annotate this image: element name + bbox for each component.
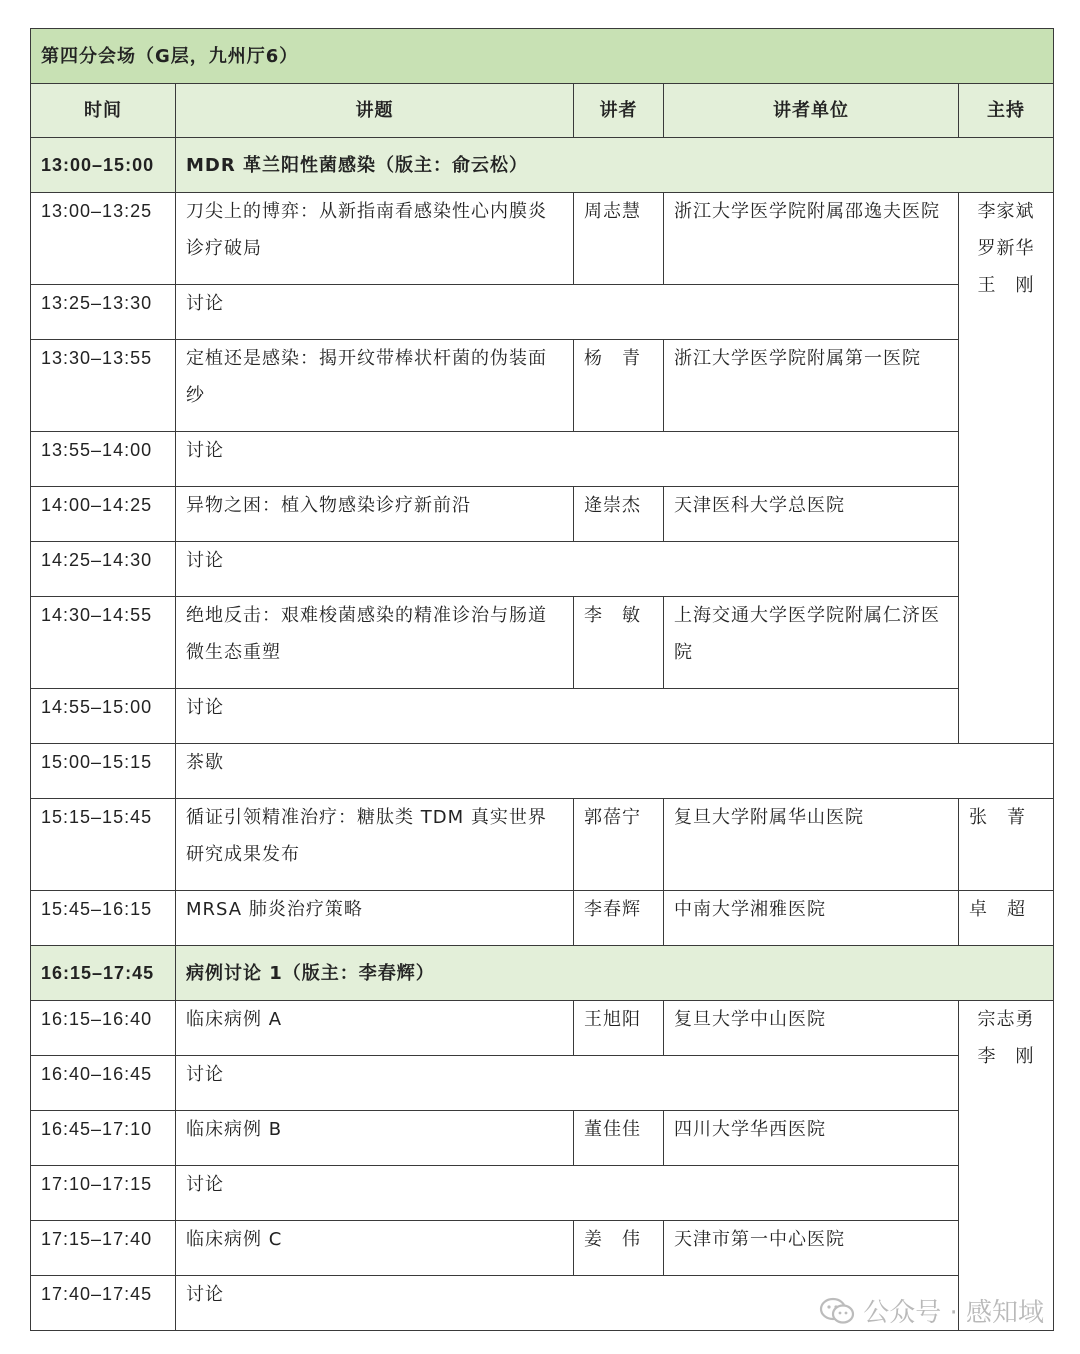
header-row xyxy=(31,84,1054,138)
row-topic: 讨论 xyxy=(176,1056,959,1111)
row-time: 15:00–15:15 xyxy=(31,744,176,799)
row-topic: 讨论 xyxy=(176,689,959,744)
row-speaker: 姜 伟 xyxy=(574,1221,664,1276)
row-unit: 天津市第一中心医院 xyxy=(664,1221,959,1276)
host-name: 李 刚 xyxy=(977,1046,1035,1067)
row-topic: 临床病例 A xyxy=(176,1001,574,1056)
row-unit: 复旦大学附属华山医院 xyxy=(664,799,959,891)
break-row xyxy=(31,744,1054,799)
row-topic: 讨论 xyxy=(176,432,959,487)
section-title: MDR 革兰阳性菌感染（版主：俞云松） xyxy=(176,138,1054,193)
table-row xyxy=(31,1166,1054,1221)
row-topic: 刀尖上的博弈：从新指南看感染性心内膜炎诊疗破局 xyxy=(176,193,574,285)
row-unit: 天津医科大学总医院 xyxy=(664,487,959,542)
row-unit: 浙江大学医学院附属第一医院 xyxy=(664,340,959,432)
row-speaker: 李春辉 xyxy=(574,891,664,946)
row-unit: 四川大学华西医院 xyxy=(664,1111,959,1166)
table-row xyxy=(31,1111,1054,1166)
row-time: 16:15–16:40 xyxy=(31,1001,176,1056)
row-time: 17:10–17:15 xyxy=(31,1166,176,1221)
row-speaker: 李 敏 xyxy=(574,597,664,689)
row-topic: 循证引领精准治疗：糖肽类 TDM 真实世界研究成果发布 xyxy=(176,799,574,891)
row-time: 16:40–16:45 xyxy=(31,1056,176,1111)
row-time: 15:15–15:45 xyxy=(31,799,176,891)
schedule-table xyxy=(30,28,1054,1331)
table-row xyxy=(31,285,1054,340)
row-speaker: 郭蓓宁 xyxy=(574,799,664,891)
venue-title-row xyxy=(31,29,1054,84)
table-row xyxy=(31,689,1054,744)
section-row xyxy=(31,138,1054,193)
table-row xyxy=(31,432,1054,487)
row-topic: 讨论 xyxy=(176,285,959,340)
row-topic: 异物之困：植入物感染诊疗新前沿 xyxy=(176,487,574,542)
row-topic: 茶歇 xyxy=(176,744,1054,799)
header-speaker: 讲者 xyxy=(574,84,664,138)
row-time: 17:40–17:45 xyxy=(31,1276,176,1331)
row-time: 15:45–16:15 xyxy=(31,891,176,946)
row-time: 16:45–17:10 xyxy=(31,1111,176,1166)
row-topic: 讨论 xyxy=(176,542,959,597)
table-row xyxy=(31,340,1054,432)
wechat-icon xyxy=(819,1296,855,1326)
row-topic: 绝地反击：艰难梭菌感染的精准诊治与肠道微生态重塑 xyxy=(176,597,574,689)
table-row xyxy=(31,1221,1054,1276)
row-topic: MRSA 肺炎治疗策略 xyxy=(176,891,574,946)
section-time: 16:15–17:45 xyxy=(31,946,176,1001)
venue-title: 第四分会场（G层，九州厅6） xyxy=(31,29,1054,84)
row-time: 13:00–13:25 xyxy=(31,193,176,285)
row-speaker: 杨 青 xyxy=(574,340,664,432)
row-speaker: 董佳佳 xyxy=(574,1111,664,1166)
host-cell xyxy=(959,193,1054,744)
row-unit: 中南大学湘雅医院 xyxy=(664,891,959,946)
table-row xyxy=(31,1001,1054,1056)
row-topic: 临床病例 B xyxy=(176,1111,574,1166)
table-row xyxy=(31,799,1054,891)
row-topic: 临床病例 C xyxy=(176,1221,574,1276)
table-row xyxy=(31,542,1054,597)
table-row xyxy=(31,1056,1054,1111)
host-name: 王 刚 xyxy=(977,275,1035,296)
host-name: 宗志勇 xyxy=(977,1009,1035,1030)
table-row xyxy=(31,193,1054,285)
row-time: 14:25–14:30 xyxy=(31,542,176,597)
table-row xyxy=(31,487,1054,542)
header-unit: 讲者单位 xyxy=(664,84,959,138)
row-speaker: 周志慧 xyxy=(574,193,664,285)
row-time: 14:00–14:25 xyxy=(31,487,176,542)
row-time: 14:55–15:00 xyxy=(31,689,176,744)
row-unit: 上海交通大学医学院附属仁济医院 xyxy=(664,597,959,689)
host-cell xyxy=(959,1001,1054,1331)
watermark xyxy=(819,1292,1044,1329)
host-name: 张 菁 xyxy=(959,799,1054,891)
row-topic: 讨论 xyxy=(176,1166,959,1221)
header-topic: 讲题 xyxy=(176,84,574,138)
host-name: 罗新华 xyxy=(977,238,1035,259)
row-time: 13:30–13:55 xyxy=(31,340,176,432)
section-row xyxy=(31,946,1054,1001)
watermark-text: 公众号 · 感知域 xyxy=(863,1298,1044,1328)
row-time: 14:30–14:55 xyxy=(31,597,176,689)
section-time: 13:00–15:00 xyxy=(31,138,176,193)
host-name: 李家斌 xyxy=(977,201,1035,222)
row-topic: 定植还是感染：揭开纹带棒状杆菌的伪装面纱 xyxy=(176,340,574,432)
host-name: 卓 超 xyxy=(959,891,1054,946)
row-time: 17:15–17:40 xyxy=(31,1221,176,1276)
table-row xyxy=(31,597,1054,689)
row-topic: 讨论 xyxy=(176,1276,959,1331)
row-time: 13:25–13:30 xyxy=(31,285,176,340)
row-speaker: 逄崇杰 xyxy=(574,487,664,542)
section-title: 病例讨论 1（版主：李春辉） xyxy=(176,946,1054,1001)
row-time: 13:55–14:00 xyxy=(31,432,176,487)
table-row xyxy=(31,891,1054,946)
header-host: 主持 xyxy=(959,84,1054,138)
header-time: 时间 xyxy=(31,84,176,138)
row-speaker: 王旭阳 xyxy=(574,1001,664,1056)
row-unit: 复旦大学中山医院 xyxy=(664,1001,959,1056)
row-unit: 浙江大学医学院附属邵逸夫医院 xyxy=(664,193,959,285)
